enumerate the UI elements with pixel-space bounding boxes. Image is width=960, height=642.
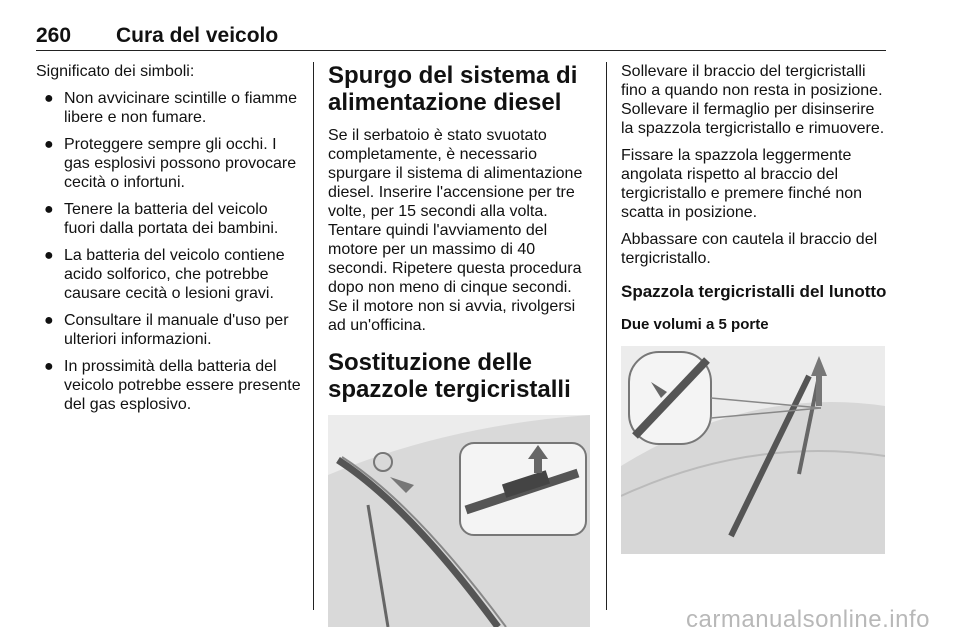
diesel-bleeding-text: Se il serbatoio è stato svuotato completamente, è necessario spurgare il sistema di alimentazione diesel. Inserire l'accensione per tre volte, per 15 secondi alla volta. Tentare quindi l'avviamento del motore per un massimo di 40 secondi. Ripetere questa procedura dopo non meno di cinque secondi. Se il motore non si avvia, rivolgersi ad un'officina. [328, 127, 583, 334]
page-number: 260 [36, 24, 72, 47]
rear-wiper-subheading: Due volumi a 5 porte [621, 316, 769, 333]
list-item [36, 357, 302, 414]
wiper-replacement-heading: Sostituzione delle spazzole tergicristalli [328, 349, 571, 403]
list-item [36, 311, 302, 349]
list-item-text: Tenere la batteria del veicolo fuori dalla portata dei bambini. [64, 201, 279, 237]
wiper-step-2: Fissare la spazzola leggermente angolata rispetto al braccio del tergicristallo e premere finché non scatta in posizione. [621, 147, 863, 221]
section-title: Cura del veicolo [116, 24, 279, 47]
bullet-icon: ● [44, 136, 54, 153]
wiper-step-3: Abbassare con cautela il braccio del tergicristallo. [621, 231, 878, 267]
page-header [36, 22, 886, 51]
list-item-text: Proteggere sempre gli occhi. I gas esplosivi possono provocare cecità o infortuni. [64, 136, 297, 191]
wiper-step-1: Sollevare il braccio del tergicristalli fino a quando non resta in posizione. Sollevare il fermaglio per disinserire la spazzola tergicristallo e rimuovere. [621, 63, 885, 137]
list-item-text: In prossimità della batteria del veicolo potrebbe essere presente del gas esplosivo. [64, 358, 301, 413]
list-item [36, 89, 302, 127]
bullet-icon: ● [44, 312, 54, 329]
list-item-text: Consultare il manuale d'uso per ulteriori informazioni. [64, 312, 289, 348]
bullet-icon: ● [44, 358, 54, 375]
column-divider [313, 62, 314, 610]
bullet-icon: ● [44, 247, 54, 264]
bullet-icon: ● [44, 201, 54, 218]
diesel-bleeding-heading: Spurgo del sistema di alimentazione diesel [328, 62, 578, 116]
list-item-text: La batteria del veicolo contiene acido solforico, che potrebbe causare cecità o lesioni gravi. [64, 247, 285, 302]
symbols-intro: Significato dei simboli: [36, 63, 195, 80]
list-item [36, 246, 302, 303]
rear-wiper-illustration [621, 346, 885, 554]
bullet-icon: ● [44, 90, 54, 107]
list-item [36, 135, 302, 192]
column-middle [328, 62, 590, 627]
symbol-list [36, 89, 302, 414]
list-item-text: Non avvicinare scintille o fiamme libere e non fumare. [64, 90, 297, 126]
column-divider [606, 62, 607, 610]
watermark: carmanualsonline.info [686, 606, 930, 633]
rear-wiper-heading: Spazzola tergicristalli del lunotto [621, 282, 887, 301]
list-item [36, 200, 302, 238]
column-right [621, 62, 889, 554]
windscreen-wiper-illustration [328, 415, 590, 627]
column-left [36, 62, 302, 422]
